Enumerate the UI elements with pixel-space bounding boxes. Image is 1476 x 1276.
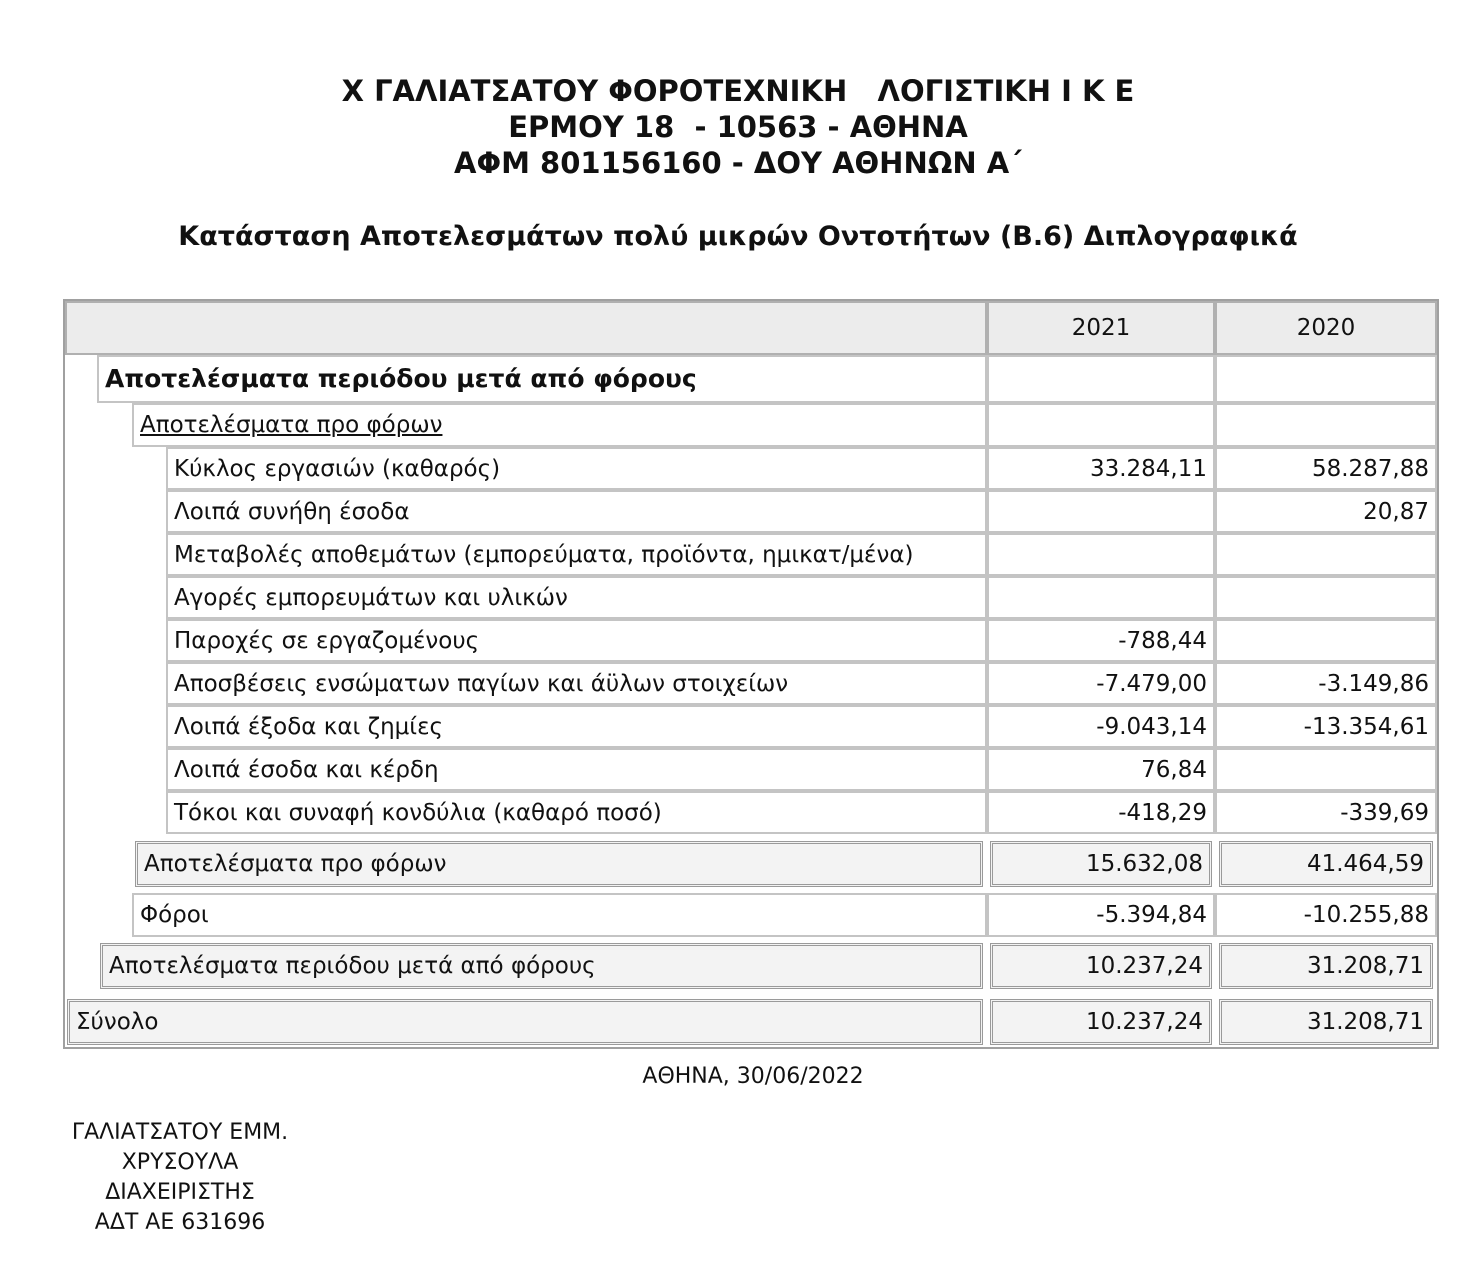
row-value-2020 (1215, 576, 1437, 619)
taxes-label: Φόροι (132, 893, 987, 937)
company-name: Χ ΓΑΛΙΑΤΣΑΤΟΥ ΦΟΡΟΤΕΧΝΙΚΗ ΛΟΓΙΣΤΙΚΗ Ι Κ Ε (341, 74, 1135, 108)
section-2020-cell (1215, 355, 1437, 403)
aftertax-total-2021: 10.237,24 (990, 943, 1212, 989)
row-value-2021 (987, 576, 1215, 619)
place-date: ΑΘΗΝΑ, 30/06/2022 (642, 1064, 864, 1089)
statement-title: Κατάσταση Αποτελεσμάτων πολύ μικρών Οντοτήτων (Β.6) Διπλογραφικά (178, 221, 1298, 252)
row-value-2021: -418,29 (987, 791, 1215, 834)
row-value-2021: 76,84 (987, 748, 1215, 791)
aftertax-total-2020: 31.208,71 (1219, 943, 1433, 989)
taxes-2020: -10.255,88 (1215, 893, 1437, 937)
row-label: Κύκλος εργασιών (καθαρός) (166, 447, 987, 490)
company-address: ΕΡΜΟΥ 18 - 10563 - ΑΘΗΝΑ (508, 110, 968, 144)
header-label-cell (65, 301, 987, 355)
subsection-2021-cell (987, 403, 1215, 447)
row-value-2020: 58.287,88 (1215, 447, 1437, 490)
signatory-surname: ΓΑΛΙΑΤΣΑΤΟΥ ΕΜΜ. (71, 1120, 289, 1145)
pretax-total-2020: 41.464,59 (1219, 841, 1433, 887)
section-2021-cell (987, 355, 1215, 403)
pretax-total-2021: 15.632,08 (990, 841, 1212, 887)
subsection-heading-text: Αποτελέσματα προ φόρων (140, 412, 443, 438)
subsection-2020-cell (1215, 403, 1437, 447)
row-value-2020: -13.354,61 (1215, 705, 1437, 748)
row-value-2020: 20,87 (1215, 490, 1437, 533)
row-label: Λοιπά συνήθη έσοδα (166, 490, 987, 533)
row-value-2020: -3.149,86 (1215, 662, 1437, 705)
row-value-2021: -9.043,14 (987, 705, 1215, 748)
row-label: Αποσβέσεις ενσώματων παγίων και άϋλων στοιχείων (166, 662, 987, 705)
section-heading: Αποτελέσματα περιόδου μετά από φόρους (97, 355, 987, 403)
row-label: Μεταβολές αποθεμάτων (εμπορεύματα, προϊόντα, ημικατ/μένα) (166, 533, 987, 576)
row-label: Λοιπά έξοδα και ζημίες (166, 705, 987, 748)
company-tax-info: ΑΦΜ 801156160 - ΔΟΥ ΑΘΗΝΩΝ Α΄ (454, 146, 1022, 180)
row-value-2021: 33.284,11 (987, 447, 1215, 490)
row-label: Παροχές σε εργαζομένους (166, 619, 987, 662)
pretax-total-label: Αποτελέσματα προ φόρων (135, 841, 983, 887)
row-value-2021 (987, 533, 1215, 576)
row-label: Τόκοι και συναφή κονδύλια (καθαρό ποσό) (166, 791, 987, 834)
column-header-2021: 2021 (987, 301, 1215, 355)
signatory-id: ΑΔΤ ΑΕ 631696 (94, 1210, 266, 1235)
row-value-2020: -339,69 (1215, 791, 1437, 834)
aftertax-total-label: Αποτελέσματα περιόδου μετά από φόρους (100, 943, 983, 989)
signature-block (60, 1118, 300, 1238)
grand-total-2021: 10.237,24 (990, 999, 1212, 1045)
row-value-2020 (1215, 619, 1437, 662)
taxes-2021: -5.394,84 (987, 893, 1215, 937)
row-value-2021: -7.479,00 (987, 662, 1215, 705)
income-statement-table (63, 299, 1439, 1049)
subsection-heading (132, 403, 987, 447)
row-label: Λοιπά έσοδα και κέρδη (166, 748, 987, 791)
row-label: Αγορές εμπορευμάτων και υλικών (166, 576, 987, 619)
row-value-2021: -788,44 (987, 619, 1215, 662)
grand-total-2020: 31.208,71 (1219, 999, 1433, 1045)
row-value-2020 (1215, 748, 1437, 791)
column-header-2020: 2020 (1215, 301, 1437, 355)
signatory-role: ΔΙΑΧΕΙΡΙΣΤΗΣ (105, 1180, 255, 1205)
row-value-2020 (1215, 533, 1437, 576)
grand-total-label: Σύνολο (67, 999, 983, 1045)
signatory-first-name: ΧΡΥΣΟΥΛΑ (121, 1150, 239, 1175)
row-value-2021 (987, 490, 1215, 533)
